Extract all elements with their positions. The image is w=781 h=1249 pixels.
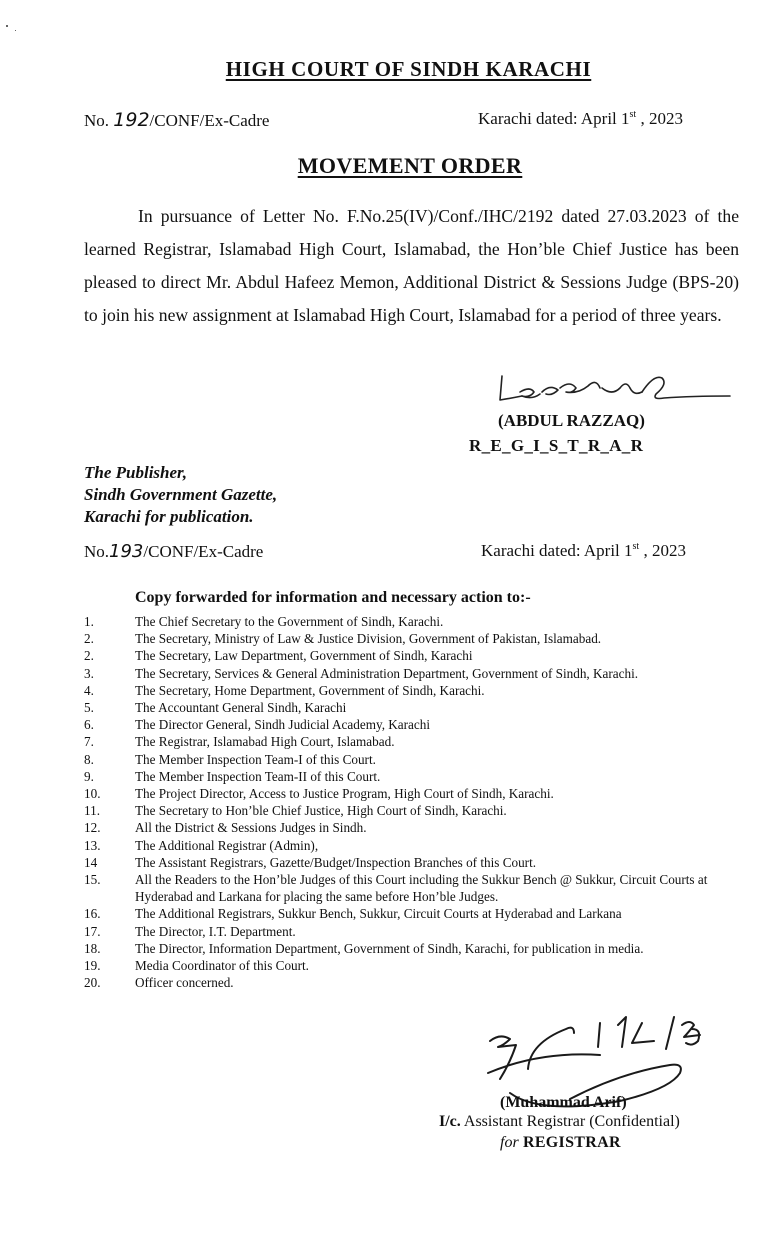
recipient-number: 10. (84, 786, 101, 802)
date-prefix: Karachi dated: April 1 (481, 541, 633, 560)
recipient-item (84, 923, 744, 940)
recipient-number: 18. (84, 940, 101, 956)
recipient-item (84, 768, 744, 785)
recipient-number: 20. (84, 975, 101, 991)
recipient-item (84, 647, 744, 664)
registrar-designation: R_E_G_I_S_T_R_A_R (469, 436, 644, 455)
recipient-text: All the Readers to the Hon’ble Judges of this Court including the Sukkur Bench @ Sukkur, Circuit Courts at Hyderabad and Larkana for placing the same before Hon’ble Judges. (135, 872, 708, 905)
recipient-item (84, 837, 744, 854)
recipient-item (84, 957, 744, 974)
assistant-registrar-name: (Muhammad Arif) (500, 1094, 627, 1111)
recipient-item (84, 785, 744, 802)
ref-suffix: /CONF/Ex-Cadre (143, 542, 264, 561)
recipient-item (84, 665, 744, 682)
recipient-item (84, 699, 744, 716)
registrar-name: (ABDUL RAZZAQ) (498, 411, 645, 430)
recipient-text: The Director General, Sindh Judicial Academy, Karachi (135, 717, 431, 733)
recipient-item (84, 854, 744, 871)
copy-date (481, 541, 686, 561)
recipient-number: 13. (84, 837, 101, 853)
recipient-item (84, 974, 744, 991)
recipient-item (84, 905, 744, 922)
recipient-item (84, 630, 744, 647)
recipient-text: The Registrar, Islamabad High Court, Islamabad. (135, 734, 395, 750)
recipient-number: 15. (84, 872, 101, 888)
handwritten-ref-number: 192 (113, 109, 150, 131)
recipient-text: The Secretary, Services & General Administration Department, Government of Sindh, Karachi. (135, 665, 639, 681)
order-body-paragraph: In pursuance of Letter No. F.No.25(IV)/Conf./IHC/2192 dated 27.03.2023 of the learned Registrar, Islamabad High Court, Islamabad, the Hon’ble Chief Justice has been pleased to direct Mr. Abdul Hafeez Memon, Additional District & Sessions Judge (BPS-20) to join his new assignment at Islamabad High Court, Islamabad for a period of three years. (84, 206, 739, 325)
recipient-text: The Assistant Registrars, Gazette/Budget/Inspection Branches of this Court. (135, 854, 537, 870)
ref-prefix: No. (84, 542, 110, 561)
recipient-item (84, 733, 744, 750)
recipient-list (84, 613, 744, 991)
recipient-number: 17. (84, 923, 101, 939)
date-suffix: , 2023 (639, 541, 686, 560)
recipient-text: All the District & Sessions Judges in Sindh. (135, 820, 367, 836)
recipient-text: The Additional Registrar (Admin), (135, 837, 319, 853)
copy-reference-number (84, 541, 263, 562)
scan-speck (6, 25, 8, 27)
publisher-line: Karachi for publication. (84, 507, 254, 526)
recipient-item (84, 613, 744, 630)
scan-speck (15, 30, 16, 31)
recipient-number: 14 (84, 854, 98, 870)
recipient-text: The Secretary, Ministry of Law & Justice Division, Government of Pakistan, Islamabad. (135, 631, 602, 647)
date-superscript: st (632, 541, 640, 552)
recipient-number: 2. (84, 648, 94, 664)
for-word: for (500, 1134, 519, 1151)
recipient-item (84, 751, 744, 768)
recipient-number: 11. (84, 803, 100, 819)
recipient-text: The Project Director, Access to Justice Program, High Court of Sindh, Karachi. (135, 786, 554, 802)
copy-forwarded-heading: Copy forwarded for information and necessary action to:- (135, 589, 531, 606)
recipient-item (84, 802, 744, 819)
recipient-item (84, 682, 744, 699)
recipient-number: 12. (84, 820, 101, 836)
recipient-item (84, 819, 744, 836)
recipient-number: 4. (84, 682, 94, 698)
recipient-text: The Director, I.T. Department. (135, 923, 296, 939)
recipient-text: The Additional Registrars, Sukkur Bench, Sukkur, Circuit Courts at Hyderabad and Larkana (135, 906, 622, 922)
recipient-item (84, 716, 744, 733)
ref-prefix: No. (84, 111, 110, 130)
recipient-text: The Member Inspection Team-II of this Court. (135, 768, 381, 784)
for-office: REGISTRAR (518, 1134, 621, 1151)
recipient-text: The Secretary, Law Department, Government of Sindh, Karachi (135, 648, 473, 664)
publisher-line: The Publisher, (84, 463, 187, 482)
recipient-text: The Member Inspection Team-I of this Court. (135, 751, 376, 767)
recipient-number: 9. (84, 768, 94, 784)
date-superscript: st (629, 109, 637, 120)
order-date (478, 109, 683, 129)
publisher-line: Sindh Government Gazette, (84, 485, 278, 504)
assistant-registrar-designation (439, 1113, 680, 1131)
recipient-number: 7. (84, 734, 94, 750)
designation-text: Assistant Registrar (Confidential) (460, 1113, 680, 1130)
recipient-number: 16. (84, 906, 101, 922)
order-title: MOVEMENT ORDER (297, 153, 523, 178)
date-prefix: Karachi dated: April 1 (478, 109, 630, 128)
recipient-text: The Director, Information Department, Government of Sindh, Karachi, for publication in media. (135, 940, 644, 956)
recipient-item (84, 940, 744, 957)
recipient-number: 6. (84, 717, 94, 733)
recipient-text: The Secretary, Home Department, Government of Sindh, Karachi. (135, 682, 485, 698)
registrar-signature (492, 366, 737, 411)
recipient-text: Officer concerned. (135, 975, 234, 991)
recipient-number: 1. (84, 614, 94, 629)
handwritten-ref-number: 193 (109, 541, 144, 562)
designation-prefix: I/c. (439, 1113, 461, 1130)
reference-number (84, 109, 269, 131)
ref-suffix: /CONF/Ex-Cadre (149, 111, 270, 130)
recipient-text: The Chief Secretary to the Government of Sindh, Karachi. (135, 614, 444, 629)
for-registrar-line (500, 1134, 621, 1152)
recipient-text: Media Coordinator of this Court. (135, 958, 309, 974)
recipient-number: 5. (84, 700, 94, 716)
recipient-text: The Secretary to Hon’ble Chief Justice, High Court of Sindh, Karachi. (135, 803, 507, 819)
recipient-number: 19. (84, 958, 101, 974)
recipient-item (84, 871, 744, 905)
date-suffix: , 2023 (636, 109, 683, 128)
publisher-address (84, 462, 277, 528)
recipient-number: 2. (84, 631, 94, 647)
recipient-text: The Accountant General Sindh, Karachi (135, 700, 347, 716)
court-title: HIGH COURT OF SINDH KARACHI (225, 57, 592, 81)
recipient-number: 3. (84, 665, 94, 681)
recipient-number: 8. (84, 751, 94, 767)
